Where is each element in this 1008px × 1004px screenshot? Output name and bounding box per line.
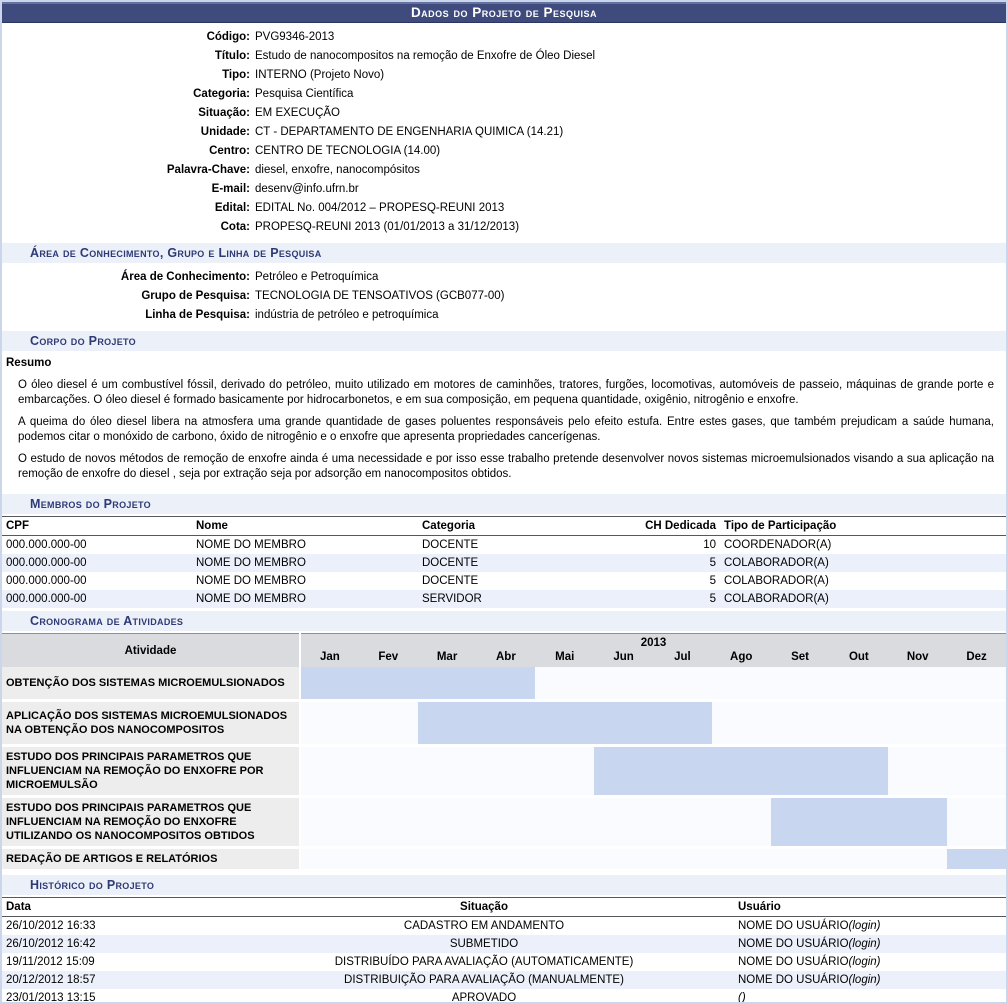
field-value: indústria de petróleo e petroquímica xyxy=(255,309,439,321)
field-row xyxy=(2,287,1006,306)
cell-categoria: DOCENTE xyxy=(418,554,638,572)
month-header: Jan xyxy=(300,650,359,667)
gantt-activity-row xyxy=(2,745,1006,796)
gantt-activity-row xyxy=(2,796,1006,847)
month-header: Dez xyxy=(947,650,1006,667)
cell-tipo: COLABORADOR(A) xyxy=(724,575,829,587)
gantt-cell xyxy=(888,667,947,700)
section-header-corpo-projeto: Corpo do Projeto xyxy=(2,331,1006,351)
section-header-membros: Membros do Projeto xyxy=(2,494,1006,514)
gantt-cell xyxy=(535,700,594,745)
cell-nome: NOME DO MEMBRO xyxy=(196,539,306,551)
column-header-usuario: Usuário xyxy=(734,897,1006,916)
field-value: Pesquisa Científica xyxy=(255,88,354,100)
cell-data: 26/10/2012 16:33 xyxy=(6,919,96,932)
gantt-cell xyxy=(653,847,712,870)
area-fields xyxy=(2,263,1006,328)
gantt-cell xyxy=(947,745,1006,796)
field-label: Categoria: xyxy=(193,88,250,100)
gantt-cell xyxy=(418,700,477,745)
cell-cpf: 000.000.000-00 xyxy=(6,575,87,587)
gantt-cell xyxy=(300,745,359,796)
month-header: Ago xyxy=(712,650,771,667)
table-row xyxy=(2,989,1006,1004)
gantt-cell xyxy=(594,847,653,870)
table-row xyxy=(2,916,1006,935)
month-header: Fev xyxy=(359,650,418,667)
field-value: desenv@info.ufrn.br xyxy=(255,183,359,195)
activity-name: OBTENÇÃO DOS SISTEMAS MICROEMULSIONADOS xyxy=(2,667,300,700)
gantt-cell xyxy=(418,667,477,700)
field-label: Área de Conhecimento: xyxy=(120,271,250,283)
gantt-cell xyxy=(829,847,888,870)
gantt-cell xyxy=(594,700,653,745)
gantt-cell xyxy=(594,745,653,796)
field-label: Código: xyxy=(206,31,250,43)
field-row xyxy=(2,28,1006,47)
table-row xyxy=(2,971,1006,989)
page-title: Dados do Projeto de Pesquisa xyxy=(2,2,1006,23)
cell-situacao: DISTRIBUIÇÃO PARA AVALIAÇÃO (MANUALMENTE) xyxy=(234,971,734,989)
field-row xyxy=(2,199,1006,218)
gantt-cell xyxy=(359,847,418,870)
column-header-data: Data xyxy=(2,897,234,916)
field-label: Edital: xyxy=(214,202,250,214)
gantt-cell xyxy=(947,667,1006,700)
cell-usuario xyxy=(734,953,1006,971)
gantt-cell xyxy=(888,700,947,745)
gantt-cell xyxy=(359,796,418,847)
field-label: Grupo de Pesquisa: xyxy=(141,290,250,302)
gantt-cell xyxy=(712,667,771,700)
month-header: Out xyxy=(829,650,888,667)
gantt-cell xyxy=(947,796,1006,847)
cell-data: 19/11/2012 15:09 xyxy=(6,955,95,968)
section-header-cronograma: Cronograma de Atividades xyxy=(2,611,1006,631)
gantt-cell xyxy=(300,796,359,847)
cell-situacao: DISTRIBUÍDO PARA AVALIAÇÃO (AUTOMATICAMENTE) xyxy=(334,955,634,968)
cell-nome: NOME DO MEMBRO xyxy=(196,575,306,587)
field-value: EM EXECUÇÃO xyxy=(255,107,340,119)
field-label: Palavra-Chave: xyxy=(166,164,250,176)
gantt-cell xyxy=(653,796,712,847)
cell-ch: 5 xyxy=(638,554,720,572)
month-header: Nov xyxy=(888,650,947,667)
usuario-login: (login) xyxy=(848,937,881,950)
cell-situacao: CADASTRO EM ANDAMENTO xyxy=(403,919,565,932)
gantt-cell xyxy=(300,847,359,870)
project-fields xyxy=(2,23,1006,240)
field-value: TECNOLOGIA DE TENSOATIVOS (GCB077-00) xyxy=(255,290,505,302)
gantt-cell xyxy=(888,847,947,870)
activity-name: REDAÇÃO DE ARTIGOS E RELATÓRIOS xyxy=(2,847,300,870)
field-row xyxy=(2,47,1006,66)
gantt-cell xyxy=(476,667,535,700)
field-value: CT - DEPARTAMENTO DE ENGENHARIA QUIMICA (14.21) xyxy=(255,126,564,138)
usuario-nome: NOME DO USUÁRIO xyxy=(738,973,849,986)
gantt-cell xyxy=(653,745,712,796)
cronograma-gantt-table xyxy=(2,633,1006,872)
cell-data: 23/01/2013 13:15 xyxy=(6,991,96,1004)
field-label: Situação: xyxy=(198,107,250,119)
gantt-cell xyxy=(829,700,888,745)
gantt-cell xyxy=(476,700,535,745)
field-value: diesel, enxofre, nanocompósitos xyxy=(255,164,420,176)
field-value: INTERNO (Projeto Novo) xyxy=(255,69,385,81)
gantt-cell xyxy=(535,745,594,796)
cell-cpf: 000.000.000-00 xyxy=(2,590,192,608)
gantt-cell xyxy=(359,667,418,700)
usuario-nome: NOME DO USUÁRIO xyxy=(738,955,849,968)
cell-tipo: COORDENADOR(A) xyxy=(724,539,832,551)
activity-name: ESTUDO DOS PRINCIPAIS PARAMETROS QUE INFLUENCIAM NA REMOÇÃO DO ENXOFRE POR MICROEMULSÃO xyxy=(2,745,300,796)
cell-usuario xyxy=(734,971,1006,989)
gantt-cell xyxy=(829,667,888,700)
gantt-cell xyxy=(300,700,359,745)
column-header-nome: Nome xyxy=(192,517,418,536)
field-label: Unidade: xyxy=(200,126,250,138)
table-row xyxy=(2,572,1006,590)
field-row xyxy=(2,180,1006,199)
gantt-cell xyxy=(476,745,535,796)
gantt-cell xyxy=(771,667,830,700)
field-label: Centro: xyxy=(209,145,250,157)
cell-usuario xyxy=(734,916,1006,935)
field-value: Petróleo e Petroquímica xyxy=(255,271,379,283)
cell-data: 20/12/2012 18:57 xyxy=(2,971,234,989)
activity-name: ESTUDO DOS PRINCIPAIS PARAMETROS QUE INFLUENCIAM NA REMOÇÃO DO ENXOFRE UTILIZANDO OS NANOCOMPOSITOS OBTIDOS xyxy=(2,796,300,847)
gantt-cell xyxy=(829,745,888,796)
month-header: Jun xyxy=(594,650,653,667)
cell-situacao: APROVADO xyxy=(451,991,517,1004)
field-row xyxy=(2,306,1006,325)
cell-situacao: SUBMETIDO xyxy=(234,935,734,953)
field-row xyxy=(2,104,1006,123)
gantt-cell xyxy=(653,700,712,745)
field-value: Estudo de nanocompositos na remoção de Enxofre de Óleo Diesel xyxy=(255,50,596,62)
usuario-login: () xyxy=(738,991,746,1004)
cell-data: 26/10/2012 16:42 xyxy=(2,935,234,953)
cell-nome: NOME DO MEMBRO xyxy=(192,590,418,608)
cell-categoria: DOCENTE xyxy=(422,575,479,587)
gantt-cell xyxy=(476,796,535,847)
column-header-situacao: Situação xyxy=(234,897,734,916)
gantt-cell xyxy=(476,847,535,870)
membros-table xyxy=(2,516,1006,608)
field-label: E-mail: xyxy=(211,183,250,195)
gantt-cell xyxy=(418,796,477,847)
usuario-nome: NOME DO USUÁRIO xyxy=(738,937,849,950)
month-header: Jul xyxy=(653,650,712,667)
cell-ch: 5 xyxy=(638,590,720,608)
gantt-cell xyxy=(712,796,771,847)
field-value: PROPESQ-REUNI 2013 (01/01/2013 a 31/12/2013) xyxy=(255,221,520,233)
gantt-cell xyxy=(359,700,418,745)
cell-categoria: DOCENTE xyxy=(422,539,479,551)
cell-usuario xyxy=(734,989,1006,1004)
field-value: EDITAL No. 004/2012 – PROPESQ-REUNI 2013 xyxy=(255,202,505,214)
gantt-cell xyxy=(535,796,594,847)
month-header: Mai xyxy=(535,650,594,667)
field-value: CENTRO DE TECNOLOGIA (14.00) xyxy=(255,145,441,157)
field-label: Linha de Pesquisa: xyxy=(145,309,250,321)
field-row xyxy=(2,85,1006,104)
gantt-cell xyxy=(594,667,653,700)
table-row xyxy=(2,554,1006,572)
gantt-year-row xyxy=(2,634,1006,651)
cell-tipo: COLABORADOR(A) xyxy=(720,554,1006,572)
gantt-cell xyxy=(771,796,830,847)
gantt-year-label: 2013 xyxy=(300,634,1006,651)
field-row xyxy=(2,123,1006,142)
gantt-cell xyxy=(888,796,947,847)
gantt-activity-row xyxy=(2,700,1006,745)
gantt-cell xyxy=(418,847,477,870)
field-row xyxy=(2,66,1006,85)
historico-header-row xyxy=(2,897,1006,916)
gantt-cell xyxy=(712,700,771,745)
column-header-categoria: Categoria xyxy=(418,517,638,536)
usuario-nome: NOME DO USUÁRIO xyxy=(738,919,849,932)
section-header-historico: Histórico do Projeto xyxy=(2,875,1006,895)
column-header-tipo-participacao: Tipo de Participação xyxy=(720,517,1006,536)
month-header: Set xyxy=(771,650,830,667)
field-label: Cota: xyxy=(220,221,250,233)
month-header: Mar xyxy=(418,650,477,667)
column-header-ch-dedicada: CH Dedicada xyxy=(638,517,720,536)
gantt-activity-row xyxy=(2,667,1006,700)
field-label: Tipo: xyxy=(222,69,250,81)
resumo-label: Resumo xyxy=(6,357,52,369)
gantt-cell xyxy=(771,700,830,745)
gantt-cell xyxy=(829,796,888,847)
cell-categoria: SERVIDOR xyxy=(418,590,638,608)
field-row xyxy=(2,161,1006,180)
table-row xyxy=(2,590,1006,608)
gantt-cell xyxy=(947,847,1006,870)
gantt-cell xyxy=(300,667,359,700)
cell-cpf: 000.000.000-00 xyxy=(6,539,87,551)
table-row xyxy=(2,935,1006,953)
gantt-cell xyxy=(418,745,477,796)
table-row xyxy=(2,536,1006,555)
gantt-cell xyxy=(535,667,594,700)
month-header: Abr xyxy=(476,650,535,667)
gantt-cell xyxy=(535,847,594,870)
gantt-cell xyxy=(594,796,653,847)
cell-usuario xyxy=(734,935,1006,953)
gantt-cell xyxy=(359,745,418,796)
historico-table xyxy=(2,897,1006,1004)
usuario-login: (login) xyxy=(848,973,881,986)
section-header-area-conhecimento: Área de Conhecimento, Grupo e Linha de Pesquisa xyxy=(2,243,1006,263)
gantt-cell xyxy=(771,745,830,796)
column-header-cpf: CPF xyxy=(2,517,192,536)
field-row xyxy=(2,268,1006,287)
usuario-login: (login) xyxy=(848,919,881,932)
corpo-projeto-body xyxy=(2,351,1006,491)
field-value: PVG9346-2013 xyxy=(255,31,335,43)
resumo-paragraph: A queima do óleo diesel libera na atmosfera uma grande quantidade de gases poluentes responsáveis pelo efeito estufa. Entre estes gases, que também prejudicam a saúde humana, podemos citar o monóxido de carbono, óxido de nitrogênio e o enxofre que apresenta propriedades cancerígenas. xyxy=(18,416,994,443)
resumo-paragraph: O óleo diesel é um combustível fóssil, derivado do petróleo, muito utilizado em motores de caminhões, tratores, furgões, locomotivas, automóveis de passeio, máquinas de grande porte e embarcações. O óleo diesel é formado basicamente por hidrocarbonetos, e em sua composição, em pequena quantidade, oxigênio, nitrogênio e enxofre. xyxy=(18,379,994,406)
gantt-cell xyxy=(653,667,712,700)
field-row xyxy=(2,218,1006,237)
cell-nome: NOME DO MEMBRO xyxy=(192,554,418,572)
column-header-atividade: Atividade xyxy=(2,634,300,668)
resumo-paragraph: O estudo de novos métodos de remoção de enxofre ainda é uma necessidade e por isso esse trabalho pretende desenvolver novos sistemas microemulsionados visando a sua aplicação na remoção de enxofre do diesel , seja por extração seja por adsorção em nanocompositos obtidos. xyxy=(18,453,994,480)
cell-tipo: COLABORADOR(A) xyxy=(720,590,1006,608)
membros-header-row xyxy=(2,517,1006,536)
table-row xyxy=(2,953,1006,971)
usuario-login: (login) xyxy=(848,955,881,968)
gantt-activity-row xyxy=(2,847,1006,870)
gantt-cell xyxy=(888,745,947,796)
activity-name: APLICAÇÃO DOS SISTEMAS MICROEMULSIONADOS NA OBTENÇÃO DOS NANOCOMPOSITOS xyxy=(2,700,300,745)
cell-ch: 10 xyxy=(703,539,716,551)
field-label: Título: xyxy=(214,50,250,62)
cell-cpf: 000.000.000-00 xyxy=(2,554,192,572)
field-row xyxy=(2,142,1006,161)
gantt-cell xyxy=(712,847,771,870)
gantt-cell xyxy=(771,847,830,870)
gantt-cell xyxy=(712,745,771,796)
gantt-cell xyxy=(947,700,1006,745)
cell-ch: 5 xyxy=(709,575,716,587)
